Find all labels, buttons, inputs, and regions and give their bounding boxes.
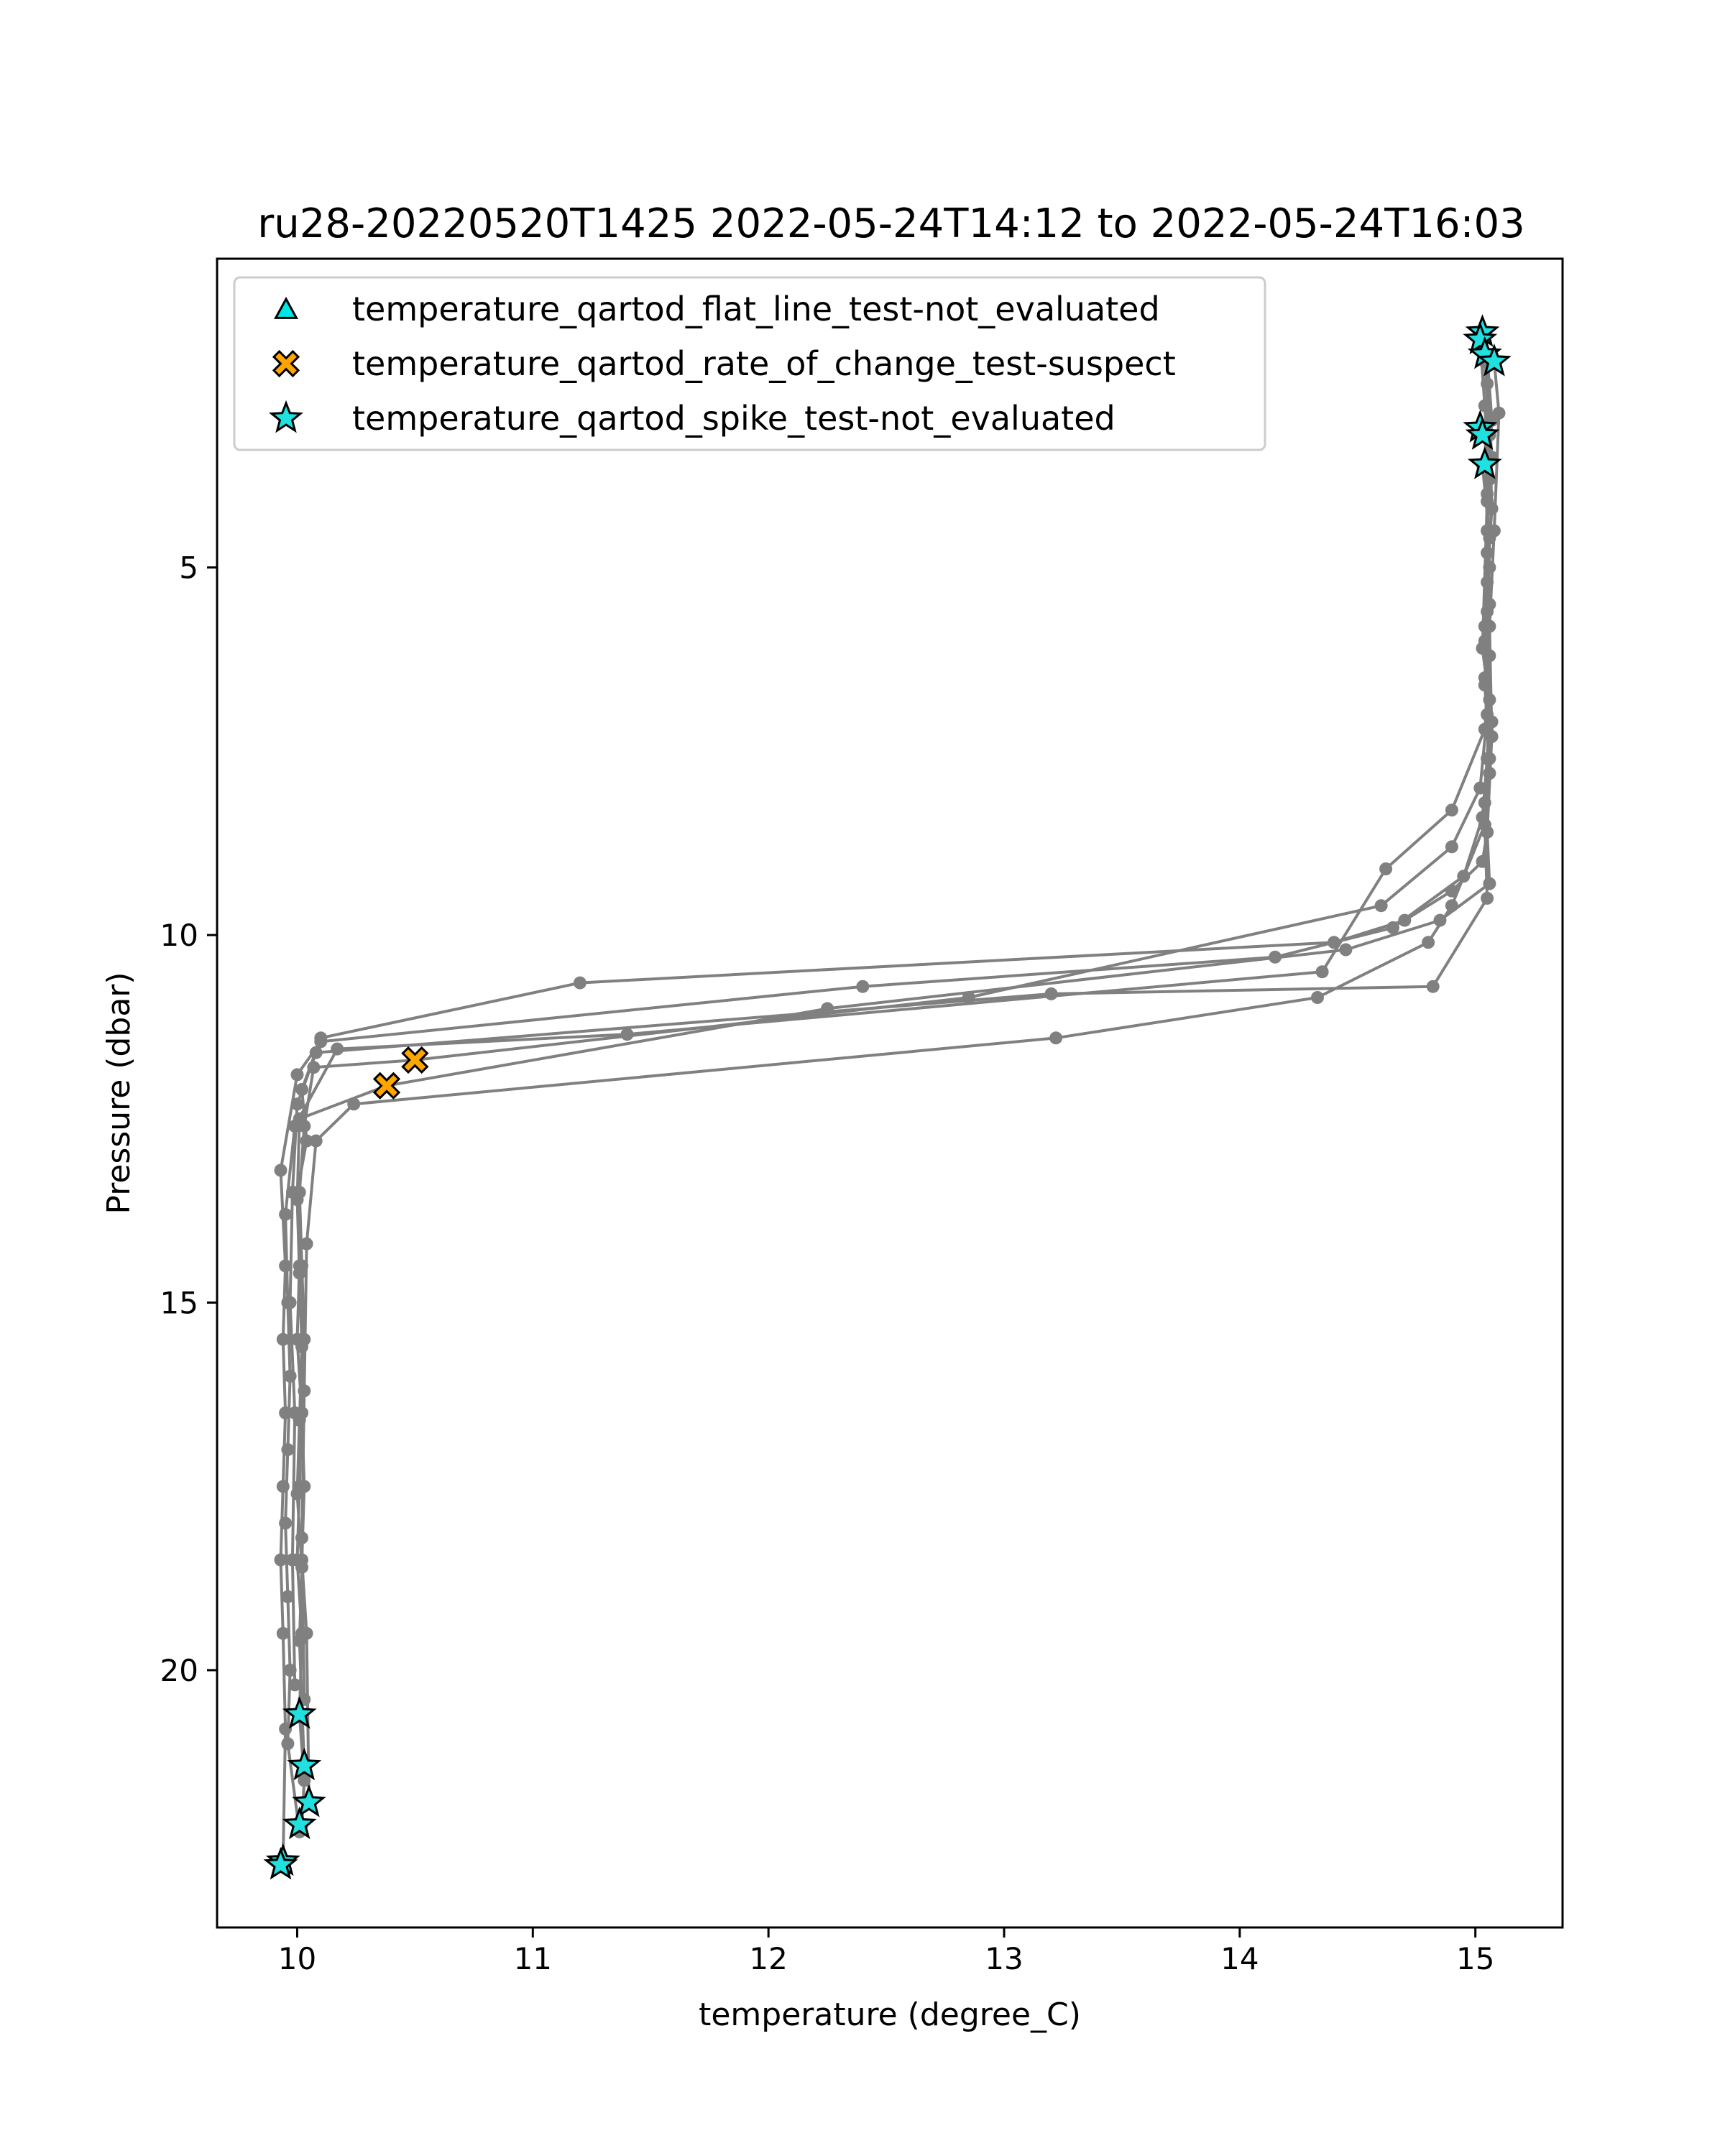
data-point bbox=[1478, 819, 1491, 831]
data-point bbox=[291, 1068, 304, 1081]
x-tick-label: 11 bbox=[513, 1941, 553, 1976]
data-point bbox=[281, 1737, 294, 1750]
data-point bbox=[1445, 803, 1458, 816]
data-point bbox=[279, 1723, 292, 1736]
data-point bbox=[1375, 899, 1388, 912]
data-point bbox=[1483, 877, 1496, 890]
data-point bbox=[856, 980, 869, 993]
y-tick-label: 10 bbox=[160, 918, 198, 954]
x-tick-label: 10 bbox=[277, 1941, 317, 1976]
data-point bbox=[310, 1046, 323, 1059]
data-point bbox=[291, 1097, 304, 1110]
data-point bbox=[314, 1035, 327, 1048]
legend-label: temperature_qartod_rate_of_change_test-suspect bbox=[352, 344, 1176, 383]
legend-item bbox=[272, 399, 1116, 438]
data-point bbox=[1045, 987, 1058, 1000]
data-point bbox=[331, 1043, 344, 1056]
data-point bbox=[300, 1238, 313, 1250]
data-point bbox=[298, 1384, 310, 1397]
y-tick-label: 5 bbox=[179, 550, 198, 586]
data-point bbox=[1049, 1031, 1062, 1044]
x-axis-label: temperature (degree_C) bbox=[699, 1996, 1081, 2033]
data-point bbox=[288, 1678, 301, 1691]
data-point bbox=[295, 1531, 308, 1544]
data-point bbox=[293, 1267, 306, 1280]
y-tick-label: 15 bbox=[160, 1285, 198, 1321]
data-point bbox=[1422, 936, 1435, 949]
data-point bbox=[1476, 642, 1489, 655]
chart-title: ru28-20220520T1425 2022-05-24T14:12 to 2022-05-24T16:03 bbox=[257, 201, 1525, 247]
data-point bbox=[574, 977, 586, 990]
data-point bbox=[1473, 782, 1486, 795]
x-tick-label: 13 bbox=[985, 1941, 1024, 1976]
data-point bbox=[275, 1164, 288, 1176]
y-axis-label: Pressure (dbar) bbox=[101, 972, 137, 1215]
legend-item bbox=[276, 290, 1160, 328]
legend-label: temperature_qartod_spike_test-not_evaluated bbox=[352, 399, 1116, 438]
data-point bbox=[1316, 965, 1329, 978]
x-tick-label: 12 bbox=[749, 1941, 788, 1976]
y-tick-label: 20 bbox=[160, 1652, 198, 1688]
data-point bbox=[279, 1208, 292, 1221]
data-point bbox=[1445, 899, 1458, 912]
data-point bbox=[1339, 944, 1352, 957]
data-point bbox=[1311, 991, 1324, 1004]
legend-label: temperature_qartod_flat_line_test-not_evaluated bbox=[352, 290, 1160, 328]
data-point bbox=[286, 1186, 299, 1199]
x-tick-label: 15 bbox=[1455, 1941, 1495, 1976]
data-point bbox=[281, 1443, 294, 1456]
legend bbox=[234, 277, 1265, 450]
data-point bbox=[279, 1516, 292, 1529]
data-point bbox=[288, 1406, 301, 1419]
data-point bbox=[1478, 678, 1491, 691]
data-point bbox=[286, 1554, 299, 1567]
data-point bbox=[284, 1296, 297, 1309]
data-point bbox=[1486, 715, 1499, 728]
data-point bbox=[621, 1028, 634, 1041]
data-point bbox=[347, 1097, 360, 1110]
data-point bbox=[310, 1135, 323, 1148]
x-tick-label: 14 bbox=[1220, 1941, 1259, 1976]
data-point bbox=[1445, 840, 1458, 853]
data-point bbox=[1427, 980, 1440, 993]
data-point bbox=[1379, 862, 1392, 875]
legend-item bbox=[274, 344, 1176, 383]
data-point bbox=[1493, 407, 1506, 420]
data-point bbox=[1481, 495, 1494, 508]
data-point bbox=[1483, 620, 1496, 633]
data-point bbox=[1481, 892, 1494, 905]
